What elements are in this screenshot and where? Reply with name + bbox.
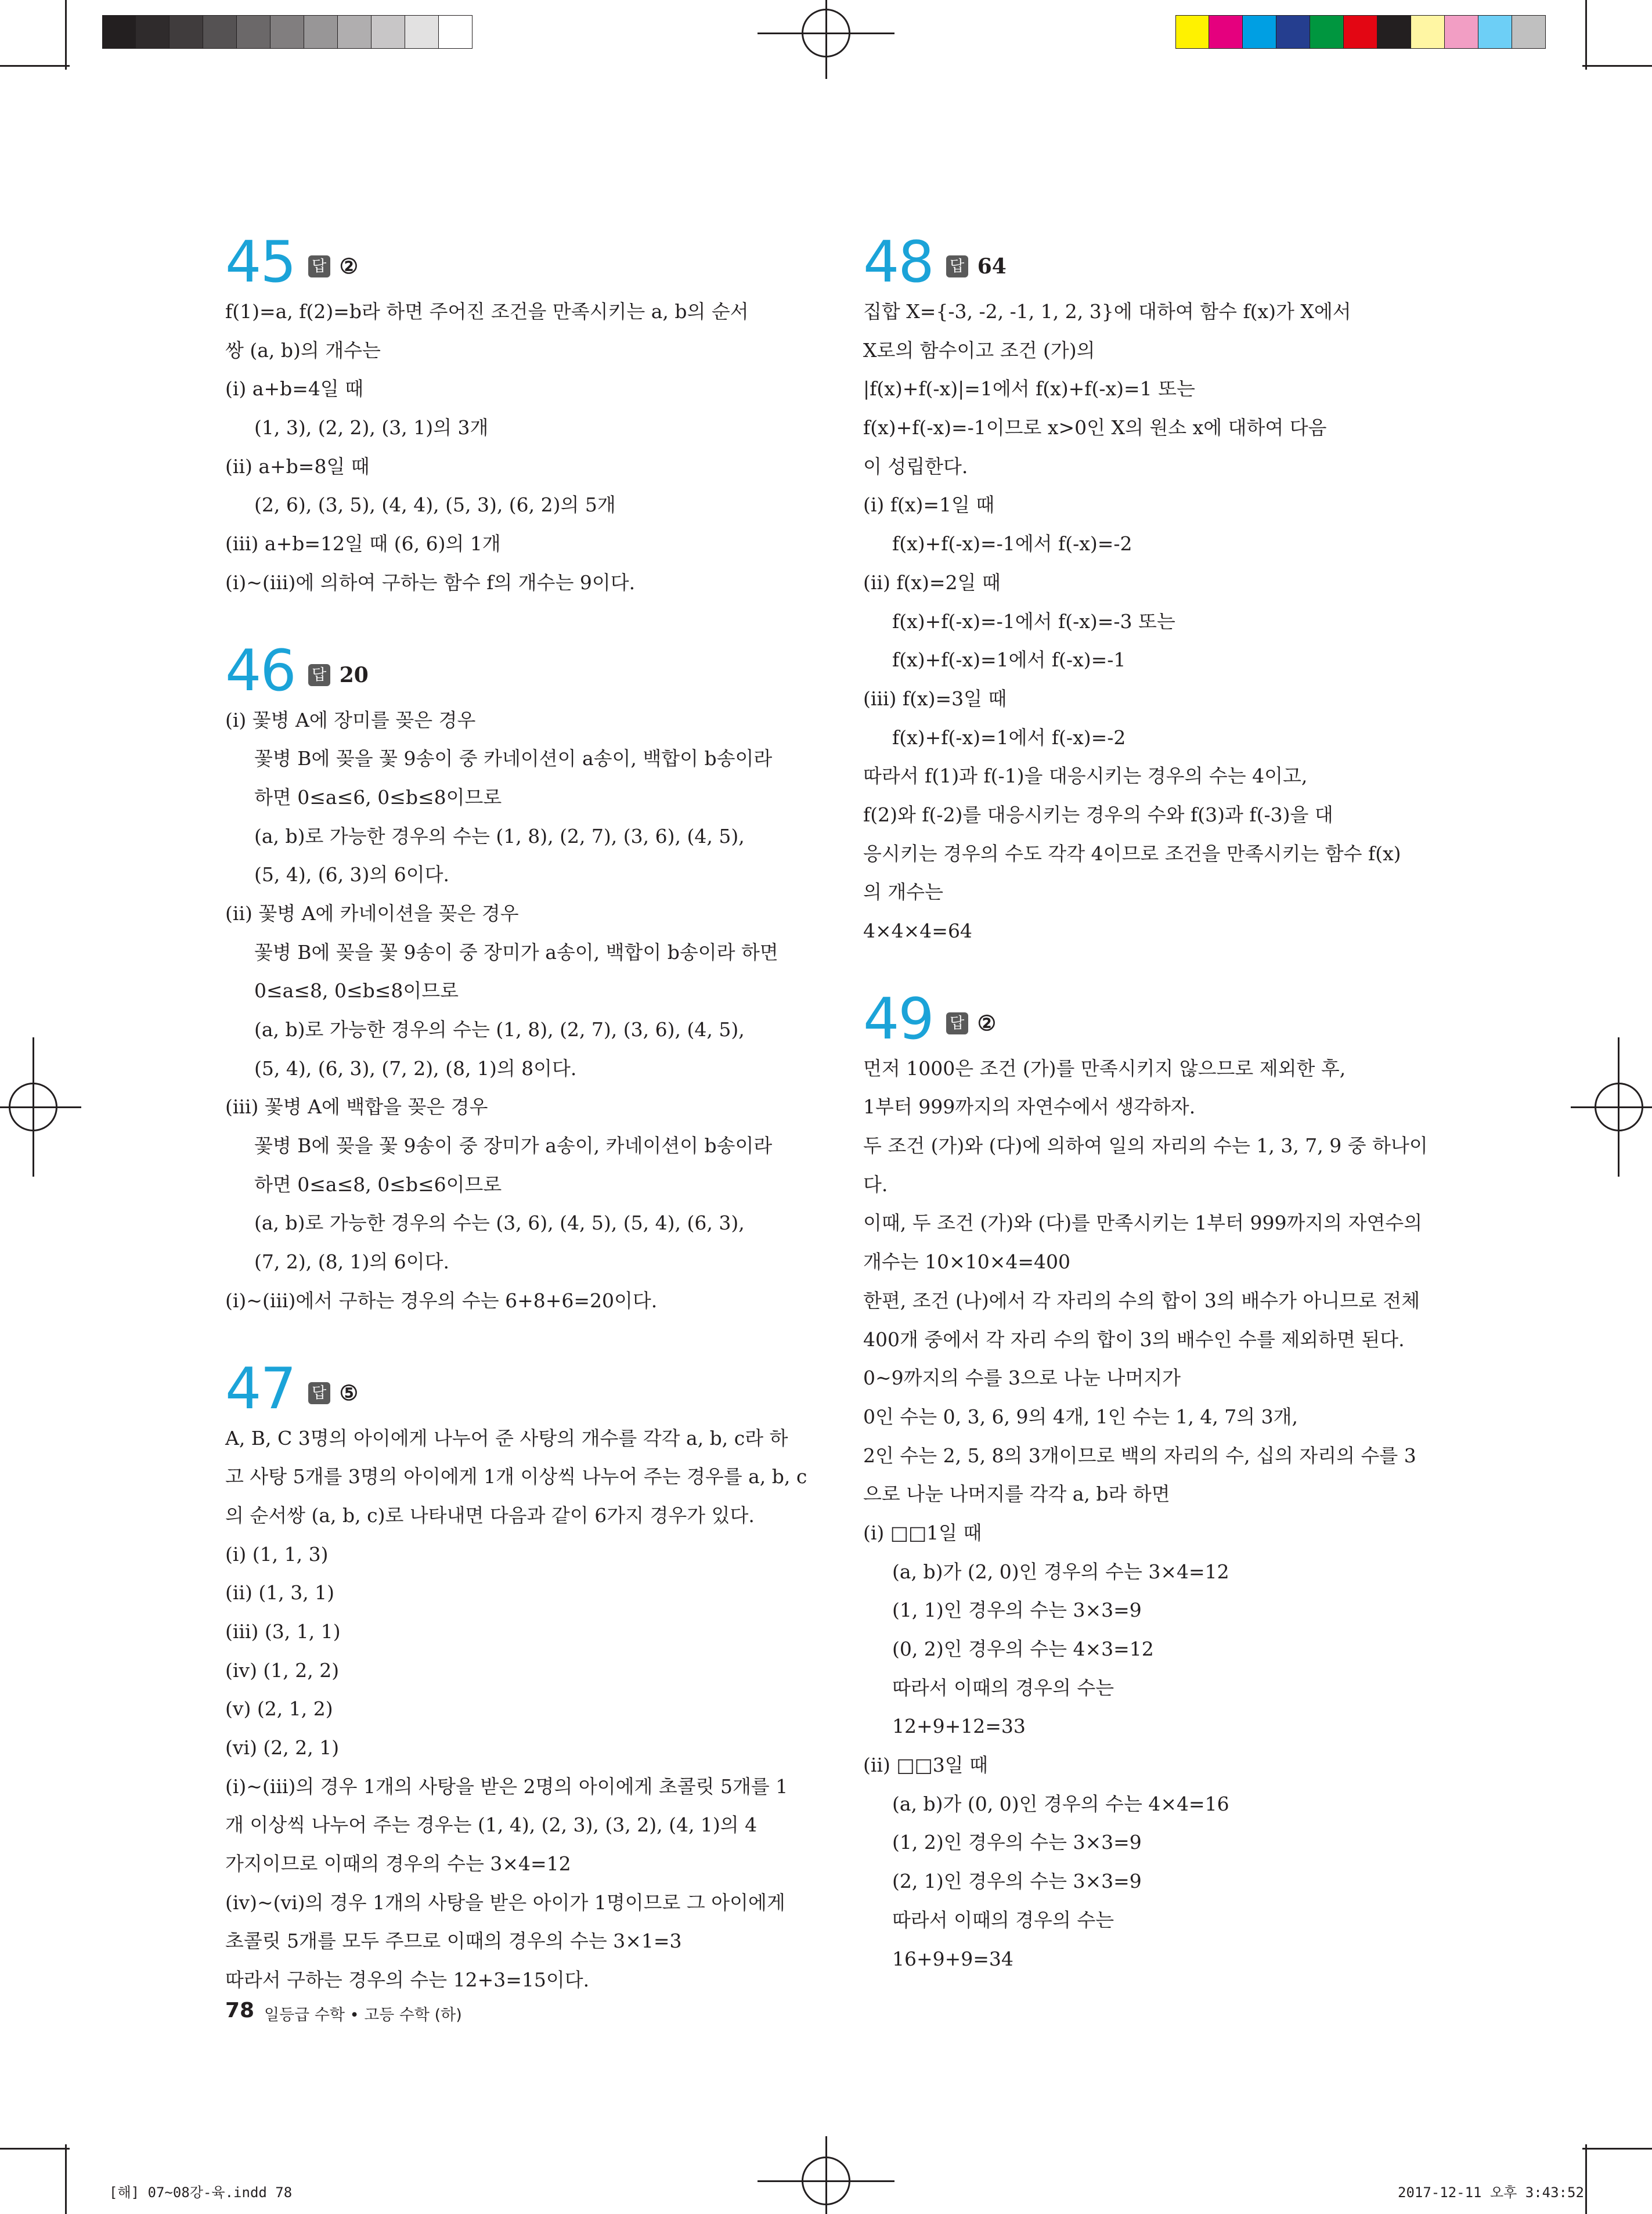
problem-45 xyxy=(225,229,806,603)
solution-line: 12+9+12=33 xyxy=(892,1715,1026,1738)
crop-mark xyxy=(1582,2148,1652,2150)
solution-line: |f(x)+f(-x)|=1에서 f(x)+f(-x)=1 또는 xyxy=(863,377,1195,401)
solution-line: (1, 2)인 경우의 수는 3×3=9 xyxy=(892,1831,1142,1854)
answer-badge: 답 xyxy=(946,1012,968,1034)
solution-line: 먼저 1000은 조건 (가)를 만족시키지 않으므로 제외한 후, xyxy=(863,1056,1346,1080)
color-swatch xyxy=(1411,15,1445,49)
solution-line: 0≤a≤8, 0≤b≤8이므로 xyxy=(254,979,459,1003)
solution-line: (ⅰ) a+b=4일 때 xyxy=(225,377,364,401)
problem-header xyxy=(225,1355,806,1422)
solution-line: 다. xyxy=(863,1173,888,1196)
problem-header xyxy=(225,229,806,295)
crop-mark xyxy=(1585,0,1587,70)
solution-line: (a, b)로 가능한 경우의 수는 (3, 6), (4, 5), (5, 4), (6, 3), xyxy=(254,1211,745,1235)
solution-line: f(2)와 f(-2)를 대응시키는 경우의 수와 f(3)과 f(-3)을 대 xyxy=(863,803,1333,826)
answer-value: ② xyxy=(977,1011,996,1036)
problem-number: 48 xyxy=(863,229,933,295)
solution-line: f(x)+f(-x)=1에서 f(-x)=-2 xyxy=(892,726,1126,749)
solution-line: (2, 6), (3, 5), (4, 4), (5, 3), (6, 2)의 5개 xyxy=(254,493,616,517)
problem-46 xyxy=(225,637,806,1321)
solution-line: (ⅳ)~(ⅵ)의 경우 1개의 사탕을 받은 아이가 1명이므로 그 아이에게 xyxy=(225,1891,785,1914)
problem-48 xyxy=(863,229,1444,951)
crop-mark xyxy=(65,2144,67,2214)
solution-line: 꽃병 B에 꽂을 꽃 9송이 중 장미가 a송이, 백합이 b송이라 하면 xyxy=(254,940,778,964)
answer-badge: 답 xyxy=(308,255,330,277)
solution-line: (a, b)가 (2, 0)인 경우의 수는 3×4=12 xyxy=(892,1560,1229,1583)
problem-number: 45 xyxy=(225,229,295,295)
grayscale-color-bar xyxy=(102,15,472,49)
solution-line: (ⅱ) 꽃병 A에 카네이션을 꽂은 경우 xyxy=(225,902,519,925)
problem-header xyxy=(225,637,806,704)
solution-line: (ⅰ) □□1일 때 xyxy=(863,1521,982,1544)
solution-line: 하면 0≤a≤8, 0≤b≤6이므로 xyxy=(254,1173,502,1196)
solution-line: 집합 X={-3, -2, -1, 1, 2, 3}에 대하여 함수 f(x)가 X에서 xyxy=(863,300,1351,323)
solution-line: 고 사탕 5개를 3명의 아이에게 1개 이상씩 나누어 주는 경우를 a, b, c xyxy=(225,1465,807,1488)
color-swatch xyxy=(136,15,169,49)
solution-line: (ⅲ) 꽃병 A에 백합을 꽂은 경우 xyxy=(225,1095,488,1119)
solution-line: 따라서 이때의 경우의 수는 xyxy=(892,1676,1114,1699)
problem-49 xyxy=(863,986,1444,1979)
solution-line: (5, 4), (6, 3), (7, 2), (8, 1)의 8이다. xyxy=(254,1056,577,1080)
color-swatch xyxy=(237,15,270,49)
page-number: 78 xyxy=(225,1999,255,2022)
color-swatch xyxy=(1209,15,1243,49)
color-swatch xyxy=(203,15,237,49)
book-title: 일등급 수학 • 고등 수학 (하) xyxy=(264,2006,462,2024)
solution-line: (1, 1)인 경우의 수는 3×3=9 xyxy=(892,1599,1142,1622)
solution-line: 따라서 f(1)과 f(-1)을 대응시키는 경우의 수는 4이고, xyxy=(863,765,1308,788)
color-swatch xyxy=(439,15,472,49)
slug-filename: [해] 07~08강-육.indd 78 xyxy=(109,2184,293,2201)
answer-value: 20 xyxy=(339,662,369,687)
color-swatch xyxy=(371,15,405,49)
solution-line: 으로 나눈 나머지를 각각 a, b라 하면 xyxy=(863,1483,1170,1506)
crop-mark xyxy=(0,65,70,67)
solution-line: (ⅱ) a+b=8일 때 xyxy=(225,455,370,478)
solution-line: (ⅱ) (1, 3, 1) xyxy=(225,1581,335,1604)
solution-line: (a, b)가 (0, 0)인 경우의 수는 4×4=16 xyxy=(892,1792,1229,1815)
color-swatch xyxy=(405,15,439,49)
solution-line: (ⅲ) (3, 1, 1) xyxy=(225,1620,341,1643)
solution-line: 따라서 구하는 경우의 수는 12+3=15이다. xyxy=(225,1968,590,1992)
solution-line: 꽃병 B에 꽂을 꽃 9송이 중 카네이션이 a송이, 백합이 b송이라 xyxy=(254,747,773,770)
solution-line: 0~9까지의 수를 3으로 나눈 나머지가 xyxy=(863,1366,1181,1390)
answer-badge: 답 xyxy=(308,1382,330,1404)
solution-line: (ⅴ) (2, 1, 2) xyxy=(225,1697,333,1721)
answer-value: ② xyxy=(339,254,358,279)
solution-line: f(x)+f(-x)=1에서 f(-x)=-1 xyxy=(892,648,1126,672)
solution-line: X로의 함수이고 조건 (가)의 xyxy=(863,338,1095,362)
problem-header xyxy=(863,229,1444,295)
solution-line: (ⅰ) (1, 1, 3) xyxy=(225,1542,329,1566)
left-column xyxy=(225,229,807,2000)
answer-badge: 답 xyxy=(308,664,330,686)
color-swatch xyxy=(169,15,203,49)
solution-line: A, B, C 3명의 아이에게 나누어 준 사탕의 개수를 각각 a, b, c라 하 xyxy=(225,1426,788,1449)
answer-value: ⑤ xyxy=(339,1380,358,1405)
slug-timestamp: 2017-12-11 오후 3:43:52 xyxy=(1398,2184,1584,2201)
solution-line: 개 이상씩 나누어 주는 경우는 (1, 4), (2, 3), (3, 2), (4, 1)의 4 xyxy=(225,1813,758,1837)
solution-line: (ⅰ)~(ⅲ)에서 구하는 경우의 수는 6+8+6=20이다. xyxy=(225,1289,658,1312)
solution-line: 0인 수는 0, 3, 6, 9의 4개, 1인 수는 1, 4, 7의 3개, xyxy=(863,1405,1298,1428)
solution-line: (ⅰ)~(ⅲ)에 의하여 구하는 함수 f의 개수는 9이다. xyxy=(225,571,636,594)
solution-line: f(x)+f(-x)=-1에서 f(-x)=-2 xyxy=(892,532,1132,556)
color-swatch xyxy=(1175,15,1209,49)
solution-line: 초콜릿 5개를 모두 주므로 이때의 경우의 수는 3×1=3 xyxy=(225,1930,682,1953)
color-swatch xyxy=(304,15,338,49)
answer-badge: 답 xyxy=(946,255,968,277)
solution-line: f(1)=a, f(2)=b라 하면 주어진 조건을 만족시키는 a, b의 순서 xyxy=(225,300,749,323)
color-swatch xyxy=(1512,15,1546,49)
solution-line: 4×4×4=64 xyxy=(863,920,972,942)
solution-line: 의 순서쌍 (a, b, c)로 나타내면 다음과 같이 6가지 경우가 있다. xyxy=(225,1503,755,1527)
color-swatch xyxy=(102,15,136,49)
solution-line: (1, 3), (2, 2), (3, 1)의 3개 xyxy=(254,416,489,439)
right-column xyxy=(863,229,1444,1978)
solution-line: 따라서 이때의 경우의 수는 xyxy=(892,1908,1114,1931)
solution-line: (ⅱ) f(x)=2일 때 xyxy=(863,571,1001,594)
solution-line: (ⅲ) a+b=12일 때 (6, 6)의 1개 xyxy=(225,532,501,556)
color-swatch xyxy=(1445,15,1478,49)
problem-number: 49 xyxy=(863,986,933,1052)
solution-line: f(x)+f(-x)=-1에서 f(-x)=-3 또는 xyxy=(892,610,1175,633)
solution-line: (5, 4), (6, 3)의 6이다. xyxy=(254,863,450,886)
solution-line: 이 성립한다. xyxy=(863,455,968,478)
crop-mark xyxy=(1585,2144,1587,2214)
color-swatch xyxy=(1310,15,1344,49)
solution-line: 2인 수는 2, 5, 8의 3개이므로 백의 자리의 수, 십의 자리의 수를 3 xyxy=(863,1444,1416,1467)
solution-line: 의 개수는 xyxy=(863,881,944,904)
problem-number: 46 xyxy=(225,637,295,704)
color-swatch xyxy=(1243,15,1276,49)
solution-line: 하면 0≤a≤6, 0≤b≤8이므로 xyxy=(254,785,502,809)
solution-line: 개수는 10×10×4=400 xyxy=(863,1250,1071,1274)
solution-line: 쌍 (a, b)의 개수는 xyxy=(225,338,381,362)
solution-line: (a, b)로 가능한 경우의 수는 (1, 8), (2, 7), (3, 6), (4, 5), xyxy=(254,824,745,848)
solution-line: 두 조건 (가)와 (다)에 의하여 일의 자리의 수는 1, 3, 7, 9 중 하나이 xyxy=(863,1134,1428,1158)
solution-line: (ⅳ) (1, 2, 2) xyxy=(225,1658,340,1682)
solution-line: f(x)+f(-x)=-1이므로 x>0인 X의 원소 x에 대하여 다음 xyxy=(863,416,1327,439)
crop-mark xyxy=(65,0,67,70)
color-swatch xyxy=(1344,15,1377,49)
solution-line: 가지이므로 이때의 경우의 수는 3×4=12 xyxy=(225,1852,571,1876)
solution-line: (ⅰ) 꽃병 A에 장미를 꽂은 경우 xyxy=(225,708,476,731)
process-color-bar xyxy=(1175,15,1546,49)
answer-value: 64 xyxy=(977,254,1007,279)
solution-line: (ⅰ)~(ⅲ)의 경우 1개의 사탕을 받은 2명의 아이에게 초콜릿 5개를 1 xyxy=(225,1775,788,1798)
solution-line: 1부터 999까지의 자연수에서 생각하자. xyxy=(863,1095,1196,1119)
solution-line: 응시키는 경우의 수도 각각 4이므로 조건을 만족시키는 함수 f(x) xyxy=(863,842,1401,865)
crop-mark xyxy=(0,2148,70,2150)
solution-line: (0, 2)인 경우의 수는 4×3=12 xyxy=(892,1638,1154,1660)
problem-number: 47 xyxy=(225,1355,295,1422)
color-swatch xyxy=(1276,15,1310,49)
solution-line: (ⅱ) □□3일 때 xyxy=(863,1754,988,1777)
color-swatch xyxy=(270,15,304,49)
solution-line: (ⅲ) f(x)=3일 때 xyxy=(863,687,1007,710)
solution-line: 이때, 두 조건 (가)와 (다)를 만족시키는 1부터 999까지의 자연수의 xyxy=(863,1211,1423,1235)
problem-47 xyxy=(225,1355,807,2000)
crop-mark xyxy=(1582,65,1652,67)
color-swatch xyxy=(338,15,371,49)
solution-line: (7, 2), (8, 1)의 6이다. xyxy=(254,1250,450,1274)
solution-line: (ⅵ) (2, 2, 1) xyxy=(225,1736,340,1759)
solution-line: 꽃병 B에 꽂을 꽃 9송이 중 장미가 a송이, 카네이션이 b송이라 xyxy=(254,1134,773,1158)
solution-line: 한편, 조건 (나)에서 각 자리의 수의 합이 3의 배수가 아니므로 전체 xyxy=(863,1289,1420,1312)
color-swatch xyxy=(1377,15,1411,49)
solution-line: (ⅰ) f(x)=1일 때 xyxy=(863,493,995,517)
problem-header xyxy=(863,986,1444,1052)
solution-line: (2, 1)인 경우의 수는 3×3=9 xyxy=(892,1870,1142,1893)
solution-line: 16+9+9=34 xyxy=(892,1947,1013,1970)
color-swatch xyxy=(1478,15,1512,49)
solution-line: 400개 중에서 각 자리 수의 합이 3의 배수인 수를 제외하면 된다. xyxy=(863,1328,1405,1351)
solution-line: (a, b)로 가능한 경우의 수는 (1, 8), (2, 7), (3, 6), (4, 5), xyxy=(254,1018,745,1041)
